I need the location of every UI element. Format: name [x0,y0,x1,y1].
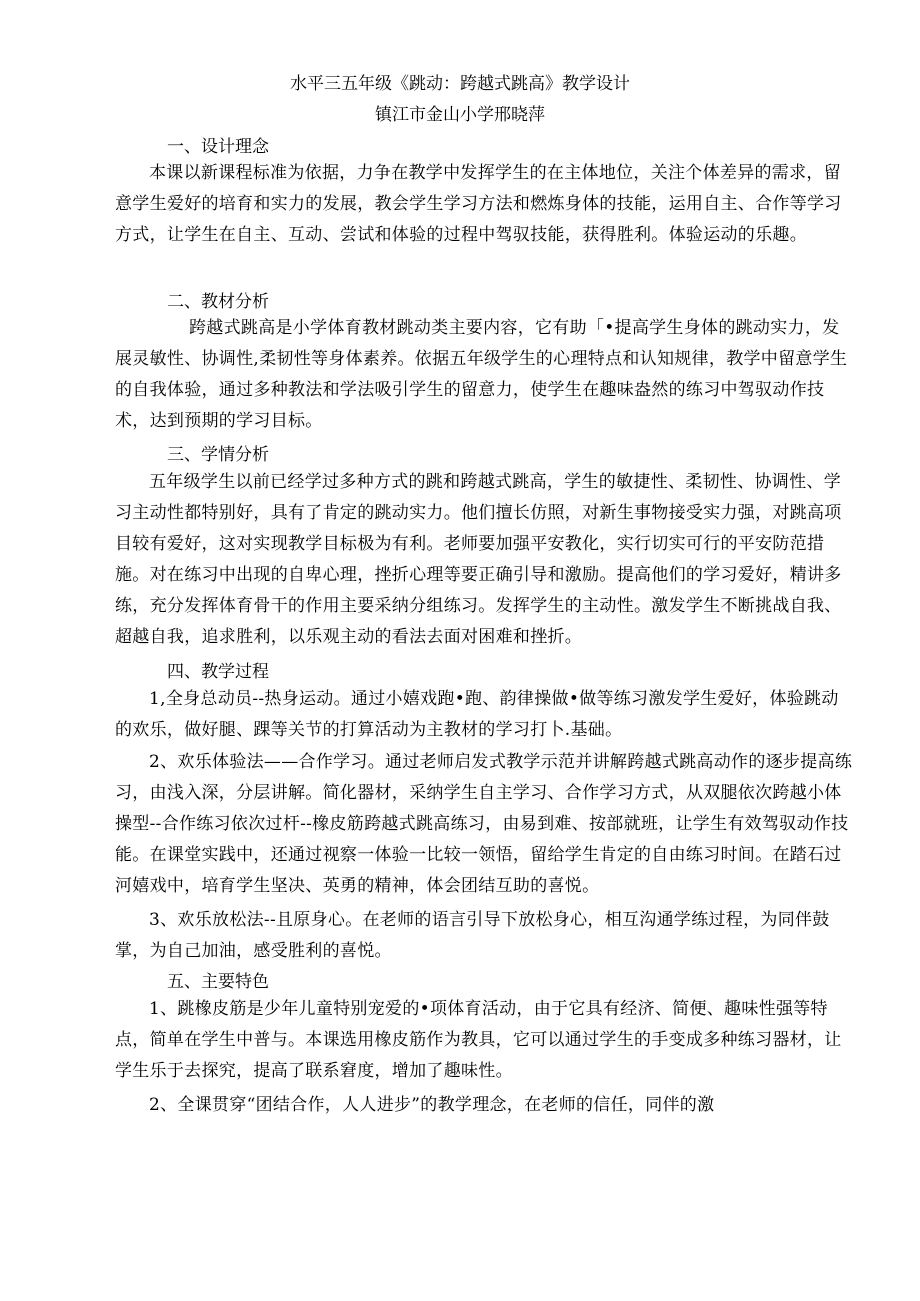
section-heading-teaching-process: 四、教学过程 [167,662,269,682]
paragraph: 五年级学生以前已经学过多种方式的跳和跨越式跳高，学生的敏捷性、柔韧性、协调性、学习主动性都特别好，具有了肯定的跳动实力。他们擅长仿照，对新生事物接受实力强，对跳高项目较有爱好，这对实现教学目标极为有利。老师要加强平安教化，实行切实可行的平安防范措施。对在练习中出现的自卑心理，挫折心理等要正确引导和激励。提高他们的学习爱好，精讲多练，充分发挥体育骨干的作用主要采纳分组练习。发挥学生的主动性。激发学生不断挑战自我、超越自我，追求胜利，以乐观主动的看法去面对困难和挫折。 [115,472,842,647]
paragraph: 1、跳橡皮筋是少年儿童特别宠爱的•项体育活动，由于它具有经济、简便、趣味性强等特点，简单在学生中普与。本课选用橡皮筋作为教具，它可以通过学生的手变成多种练习器材，让学生乐于去探究，提高了联系窘度，增加了趣味性。 [115,999,842,1081]
section-heading-material-analysis: 二、教材分析 [167,292,269,312]
paragraph: 2、全课贯穿“团结合作，人人进步”的教学理念，在老师的信任，同伴的激 [149,1095,715,1115]
document-title: 水平三五年级《跳动：跨越式跳高》教学设计 [290,74,630,94]
paragraph: 1,全身总动员--热身运动。通过小嬉戏跑•跑、韵律操做•做等练习激发学生爱好，体验跳动的欢乐，做好腿、踝等关节的打算活动为主教材的学习打卜.基础。 [115,689,839,740]
section-heading-learner-analysis: 三、学情分析 [167,445,269,465]
section-heading-design-concept: 一、设计理念 [167,137,269,157]
section-heading-main-features: 五、主要特色 [167,972,269,992]
document-author: 镇江市金山小学邢晓萍 [375,105,545,125]
paragraph: 2、欢乐体验法——合作学习。通过老师启发式教学示范并讲解跨越式跳高动作的逐步提高练习，由浅入深，分层讲解。简化器材，采纳学生自主学习、合作学习方式，从双腿依次跨越小体操型--合作练习依次过杆--橡皮筋跨越式跳高练习，由易到难、按部就班，让学生有效驾驭动作技能。在课堂实践中，还通过视察一体验一比较一领悟，留给学生肯定的自由练习时间。在踏石过河嬉戏中，培育学生坚决、英勇的精神，体会团结互助的喜悦。 [115,752,853,896]
paragraph: 3、欢乐放松法--且原身心。在老师的语言引导下放松身心，相互沟通学练过程，为同伴鼓掌，为自己加油，感受胜利的喜悦。 [115,910,830,961]
paragraph: 本课以新课程标准为依据，力争在教学中发挥学生的在主体地位，关注个体差异的需求，留意学生爱好的培育和实力的发展，教会学生学习方法和燃炼身体的技能，运用自主、合作等学习方式，让学生在自主、互动、尝试和体验的过程中驾驭技能，获得胜利。体验运动的乐趣。 [115,163,842,245]
paragraph: 跨越式跳高是小学体育教材跳动类主要内容，它有助「•提高学生身体的跳动实力，发展灵敏性、协调性,柔韧性等身体素养。依据五年级学生的心理特点和认知规律，教学中留意学生的自我体验，通过多种教法和学法吸引学生的留意力，使学生在趣味盎然的练习中驾驭动作技术，达到预期的学习目标。 [115,318,848,431]
